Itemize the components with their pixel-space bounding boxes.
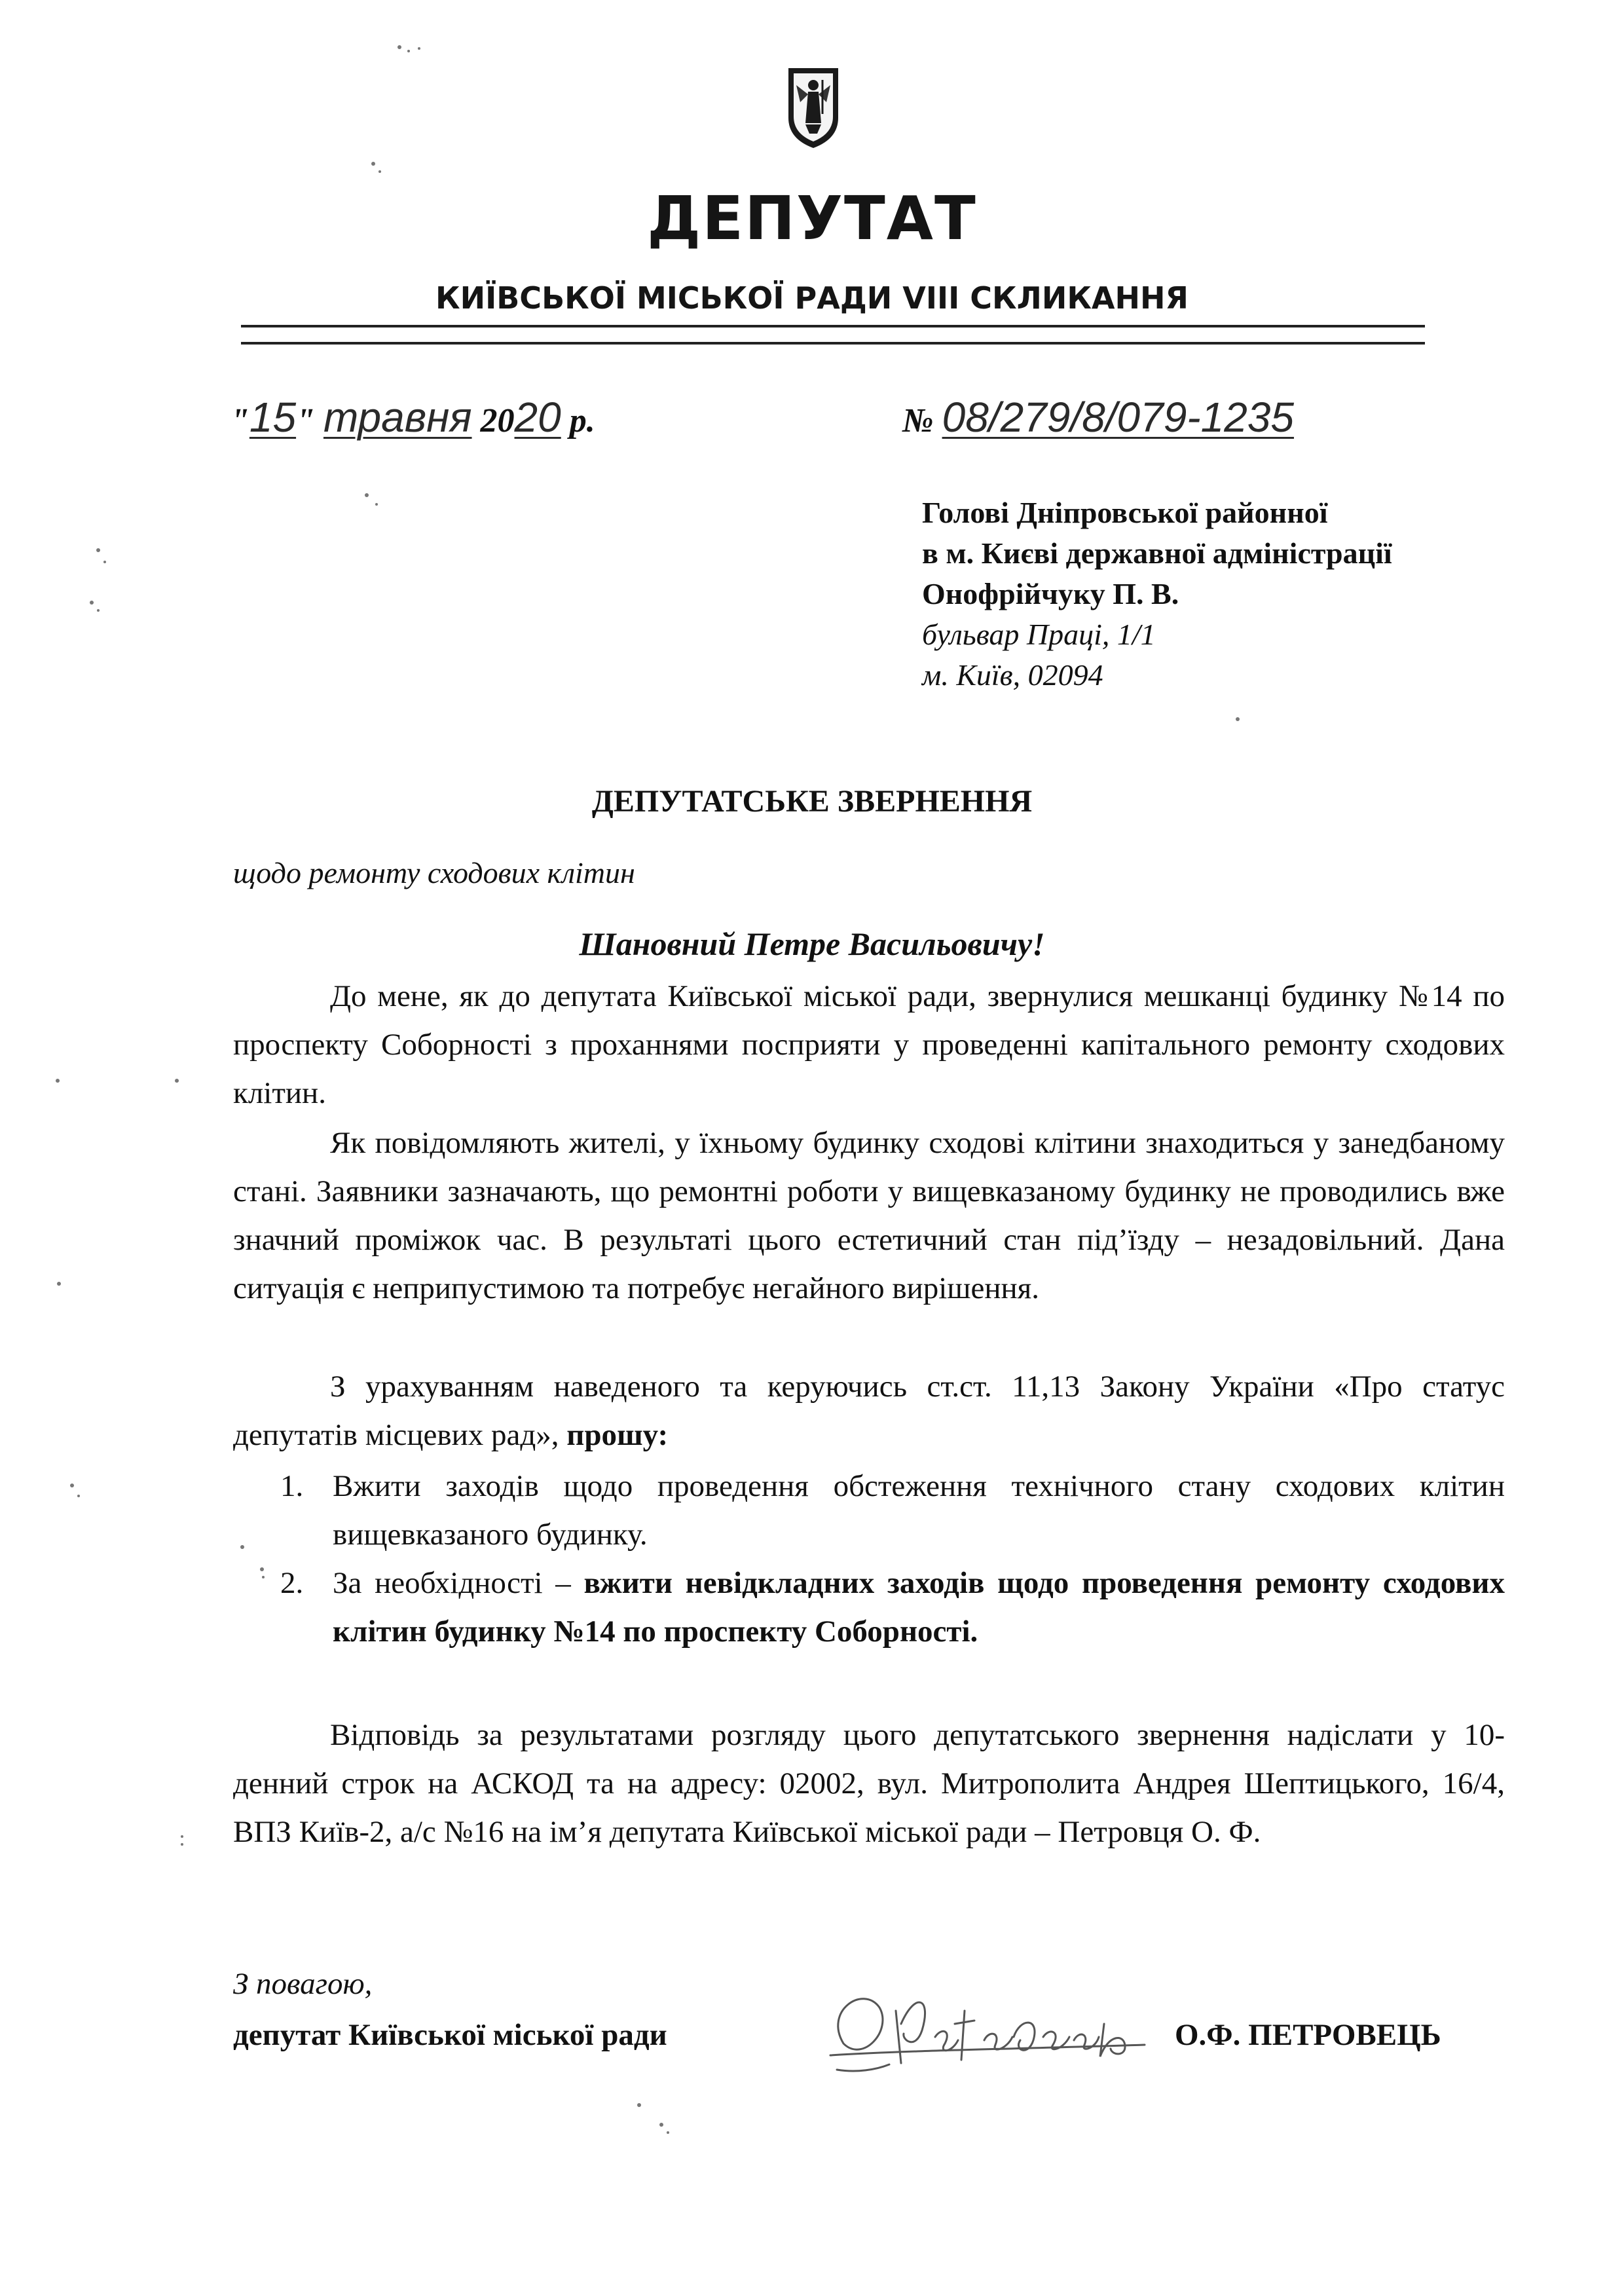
reg-number-value: 08/279/8/079-1235 bbox=[942, 394, 1294, 441]
request-lead bbox=[233, 1362, 1505, 1459]
date-close-quote: " bbox=[296, 402, 315, 439]
list-item-number: 2. bbox=[280, 1566, 304, 1600]
header-title: ДЕПУТАТ bbox=[647, 183, 977, 253]
paragraph-text: Як повідомляють жителі, у їхньому будинку сходові клітини знаходиться у занедбаному стані. Заявники зазначають, що ремонтні роботи у вищевказаному будинку не проводились вже значний проміжок час. В результаті цього естетичний стан під’їзду – незадовільний. Дана ситуація є неприпустимою та потребує негайного вирішення. bbox=[233, 1126, 1505, 1305]
addressee-city: м. Київ, 02094 bbox=[922, 658, 1103, 692]
paragraph-text: До мене, як до депутата Київської міської ради, звернулися мешканці будинку №14 по проспекту Соборності з проханнями посприяти у проведенні капітального ремонту сходових клітин. bbox=[233, 979, 1505, 1110]
closing-regards: З повагою, bbox=[233, 1967, 373, 2001]
date-year-prefix: 20 bbox=[480, 402, 515, 439]
date-month: травня bbox=[323, 394, 472, 441]
document-title: ДЕПУТАТСЬКЕ ЗВЕРНЕННЯ bbox=[591, 784, 1033, 819]
list-item-text: Вжити заходів щодо проведення обстеження технічного стану сходових клітин вищевказаного будинку. bbox=[333, 1469, 1505, 1552]
header-rule-bottom bbox=[241, 342, 1425, 345]
date-year-suffix: 20 bbox=[514, 394, 561, 441]
addressee-street: бульвар Праці, 1/1 bbox=[922, 618, 1156, 651]
reply-paragraph bbox=[233, 1711, 1505, 1856]
body-paragraph-2 bbox=[233, 1119, 1505, 1313]
date-year-mark: р. bbox=[569, 402, 595, 439]
request-list bbox=[233, 1462, 1505, 1656]
date-open-quote: " bbox=[231, 402, 249, 439]
header-rule-top bbox=[241, 325, 1425, 327]
date-line bbox=[231, 393, 595, 441]
handwritten-signature bbox=[817, 1971, 1158, 2089]
closing-position: депутат Київської міської ради bbox=[233, 2018, 667, 2052]
list-item bbox=[233, 1462, 1505, 1559]
body-paragraph-1 bbox=[233, 972, 1505, 1117]
document-subject: щодо ремонту сходових клітин bbox=[233, 856, 635, 889]
list-item-bold: вжити невідкладних заходів щодо проведення ремонту сходових клітин будинку №14 по проспекту Соборності. bbox=[333, 1566, 1505, 1649]
addressee-name: Онофрійчуку П. В. bbox=[922, 577, 1179, 610]
reg-number-label: № bbox=[902, 402, 934, 439]
addressee-line-2: в м. Києві державної адміністрації bbox=[922, 536, 1392, 570]
request-lead-text: З урахуванням наведеного та керуючись ст.ст. 11,13 Закону України «Про статус депутатів місцевих рад», bbox=[233, 1370, 1505, 1452]
date-day: 15 bbox=[249, 394, 297, 441]
list-item bbox=[233, 1559, 1505, 1656]
registration-number bbox=[902, 393, 1294, 441]
addressee-line-1: Голові Дніпровської районної bbox=[922, 496, 1328, 529]
salutation: Шановний Петре Васильовичу! bbox=[579, 925, 1045, 962]
addressee-block bbox=[922, 493, 1392, 696]
kyiv-coat-of-arms-icon bbox=[786, 65, 841, 151]
list-item-number: 1. bbox=[280, 1469, 304, 1503]
list-item-text: За необхідності – bbox=[333, 1566, 571, 1600]
signer-name: О.Ф. ПЕТРОВЕЦЬ bbox=[1175, 2018, 1441, 2052]
paragraph-text: Відповідь за результатами розгляду цього депутатського звернення надіслати у 10-денний строк на АСКОД та на адресу: 02002, вул. Митрополита Андрея Шептицького, 16/4, ВПЗ Київ-2, а/с №16 на ім’я депутата Київської міської ради – Петровця О. Ф. bbox=[233, 1718, 1505, 1849]
header-subtitle: КИЇВСЬКОЇ МІСЬКОЇ РАДИ VIII СКЛИКАННЯ bbox=[435, 280, 1189, 316]
request-lead-bold: прошу: bbox=[566, 1418, 669, 1452]
